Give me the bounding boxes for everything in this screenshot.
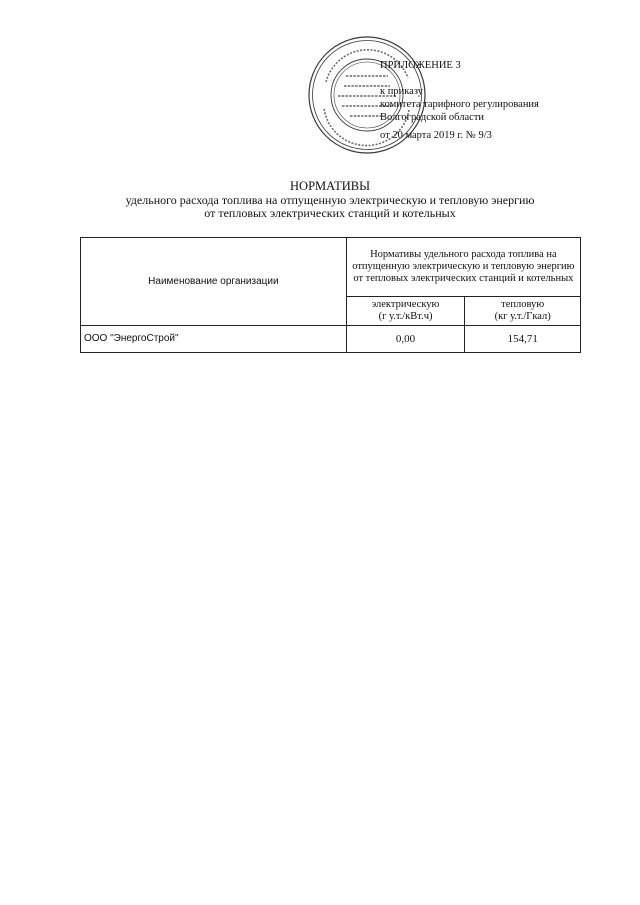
header-electric-unit: (г у.т./кВт.ч): [378, 311, 433, 322]
appendix-committee: комитета тарифного регулирования: [380, 99, 539, 110]
appendix-region: Волгоградской области: [380, 112, 485, 123]
appendix-to-order: к приказу: [380, 86, 423, 97]
header-organization-name: Наименование организации: [81, 238, 347, 326]
document-title-block: [60, 180, 600, 221]
header-electric: [346, 297, 465, 326]
cell-organization: ООО "ЭнергоСтрой": [81, 326, 347, 353]
document-heading: НОРМАТИВЫ: [290, 179, 370, 193]
appendix-title: ПРИЛОЖЕНИЕ 3: [380, 60, 461, 71]
document-subtitle-line2: от тепловых электрических станций и котельных: [204, 206, 456, 220]
cell-thermal-value: 154,71: [465, 326, 581, 353]
norms-table: [80, 237, 581, 353]
header-norms-group: Нормативы удельного расхода топлива на отпущенную электрическую и тепловую энергию от тепловых электрических станций и котельных: [346, 238, 580, 297]
header-electric-label: электрическую: [371, 299, 440, 310]
header-thermal-label: тепловую: [501, 299, 545, 310]
table-row: [81, 326, 581, 353]
header-thermal-unit: (кг у.т./Гкал): [494, 311, 551, 322]
appendix-date-number: от 20 марта 2019 г. № 9/3: [380, 130, 492, 141]
document-subtitle-line1: удельного расхода топлива на отпущенную электрическую и тепловую энергию: [125, 192, 535, 207]
header-thermal: [465, 297, 581, 326]
cell-electric-value: 0,00: [346, 326, 465, 353]
